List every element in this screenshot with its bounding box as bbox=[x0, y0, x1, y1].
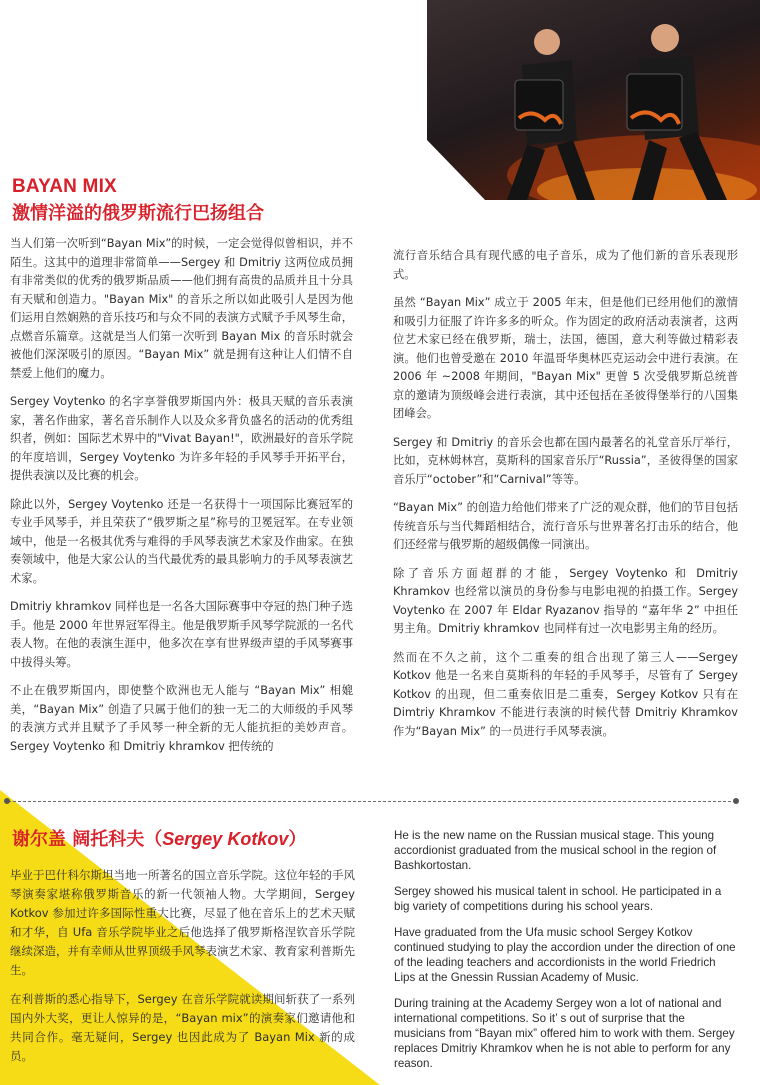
article-paragraph: Sergey Voytenko 的名字享誉俄罗斯国内外：极具天赋的音乐表演家，著名作曲家，著名音乐制作人以及众多背负盛名的活动的优秀组织者，例如：国际艺术界中的"Vivat Bayan!"，欧洲最好的音乐学院的年度培训，Sergey Voytenko 为许多年轻的手风琴手开拓平台，提供表演以及比赛的机会。 bbox=[10, 395, 353, 482]
profile-en-paragraph: Have graduated from the Ufa music school Sergey Kotkov continued studying to play the accordion under the direction of one of the leading teachers and accordionists in the world Friedrich Lips at the Gnessin Russian Academy of Music. bbox=[394, 926, 736, 984]
article-paragraph: Dmitriy khramkov 同样也是一名各大国际赛事中夺冠的热门种子选手。他是 2000 年世界冠军得主。他是俄罗斯手风琴学院派的一名代表人物。在他的表演生涯中，他多次在享有世界级声望的手风琴赛事中拔得头筹。 bbox=[10, 600, 353, 669]
profile-en-paragraph: He is the new name on the Russian musical stage. This young accordionist graduated from the musical school in the region of Bashkortostan. bbox=[394, 829, 717, 872]
article-paragraph: 流行音乐结合具有现代感的电子音乐，成为了他们新的音乐表现形式。 bbox=[393, 249, 738, 281]
article-paragraph: 当人们第一次听到“Bayan Mix”的时候，一定会觉得似曾相识，并不陌生。这其中的道理非常简单——Sergey 和 Dmitriy 这两位成员拥有非常类似的优秀的俄罗斯品质——他们拥有高贵的品质并且十分具有天赋和创造力。"Bayan Mix" 的音乐之所以如此吸引人是因为他们运用自然娴熟的音乐技巧和与众不同的表演方式赋予手风琴生命，点燃音乐篇章。这就是当人们第一次听到 Bayan Mix 的音乐时就会被他们深深吸引的原因。“Bayan Mix” 就是拥有这种让人们情不自禁爱上他们的魔力。 bbox=[10, 237, 353, 380]
section-divider bbox=[8, 801, 736, 802]
profile-title-en: Sergey Kotkov bbox=[162, 829, 289, 849]
article-title-en: BAYAN MIX bbox=[12, 176, 117, 197]
article-paragraph: “Bayan Mix” 的创造力给他们带来了广泛的观众群，他们的节目包括传统音乐与当代舞蹈相结合，流行音乐与世界著名打击乐的结合，他们还经常与俄罗斯的超级偶像一同演出。 bbox=[393, 501, 738, 551]
article-title-cn: 激情洋溢的俄罗斯流行巴扬组合 bbox=[12, 203, 264, 224]
profile-title-close: ） bbox=[288, 829, 307, 850]
article-left-column bbox=[10, 235, 353, 766]
profile-en-paragraph: During training at the Academy Sergey won a lot of national and international competitions. So it’ s out of surprise that the musicians from “Bayan mix” offered him to work with them. Sergey replaces Dmitriy Khramkov when he is not able to perform for any reason. bbox=[394, 997, 735, 1070]
article-paragraph: Sergey 和 Dmitriy 的音乐会也都在国内最著名的礼堂音乐厅举行，比如，克林姆林宫，莫斯科的国家音乐厅“Russia”，圣彼得堡的国家音乐厅“october”和“Carnival”等等。 bbox=[393, 435, 738, 486]
article-paragraph: 除此以外，Sergey Voytenko 还是一名获得十一项国际比赛冠军的专业手风琴手，并且荣获了“俄罗斯之星”称号的卫冕冠军。在专业领域中，他是一名极其优秀与难得的手风琴表演艺术家及作曲家。在独奏领域中，他是大家公认的当代最优秀的最具影响力的手风琴表演艺术家。 bbox=[10, 497, 353, 585]
article-paragraph: 除了音乐方面超群的才能，Sergey Voytenko 和 Dmitriy Khramkov 也经常以演员的身份参与电影电视的拍摄工作。Sergey Voytenko 在 2007 年 Eldar Ryazanov 指导的 “嘉年华 2” 中担任男主角。Dmitriy khramkov 也同样有过一次电影男主角的经历。 bbox=[393, 566, 738, 635]
profile-en-column bbox=[394, 828, 738, 1082]
accordion-duo-photo-icon bbox=[427, 0, 760, 200]
article-right-column bbox=[393, 247, 738, 751]
profile-title bbox=[12, 825, 306, 851]
header-photo bbox=[427, 0, 760, 200]
profile-en-paragraph: Sergey showed his musical talent in school. He participated in a big variety of competitions during his school years. bbox=[394, 885, 722, 913]
divider-dot-left bbox=[4, 798, 10, 804]
article-paragraph: 虽然 “Bayan Mix” 成立于 2005 年末，但是他们已经用他们的激情和吸引力征服了许许多多的听众。作为固定的政府活动表演者，这两位艺术家已经在俄罗斯，瑞士，法国，德国，意大利等做过精彩表演。他们也曾受邀在 2010 年温哥华奥林匹克运动会中进行表演。在 2006 年 ~2008 年期间，"Bayan Mix" 更曾 5 次受俄罗斯总统普京的邀请为顶级峰会进行表演，其中还包括在圣彼得堡举行的八国集团峰会。 bbox=[393, 296, 738, 420]
profile-title-cn: 谢尔盖 阔托科夫（ bbox=[12, 829, 163, 850]
divider-dot-right bbox=[733, 798, 739, 804]
profile-cn-paragraph: 毕业于巴什科尔斯坦当地一所著名的国立音乐学院。这位年轻的手风琴演奏家堪称俄罗斯音乐的新一代领袖人物。大学期间，Sergey Kotkov 参加过许多国际性重大比赛，尽显了他在音乐上的艺术天赋和才华，自 Ufa 音乐学院毕业之后他选择了俄罗斯格涅钦音乐学院继续深造，并有幸师从世界顶级手风琴表演艺术家、教育家利普斯先生。 bbox=[10, 868, 355, 977]
profile-cn-paragraph: 在利普斯的悉心指导下，Sergey 在音乐学院就读期间斩获了一系列国内外大奖，更让人惊异的是，“Bayan mix”的演奏家们邀请他和共同合作。毫无疑问，Sergey 也因此成为了 Bayan Mix 新的成员。 bbox=[10, 992, 355, 1063]
article-paragraph: 不止在俄罗斯国内，即使整个欧洲也无人能与 “Bayan Mix” 相媲美，“Bayan Mix” 创造了只属于他们的独一无二的大师级的手风琴的表演方式并且赋予了手风琴一种全新的无人能抗拒的美妙声音。Sergey Voytenko 和 Dmitriy khramkov 把传统的 bbox=[10, 684, 353, 753]
profile-cn-column bbox=[10, 866, 355, 1076]
article-paragraph: 然而在不久之前，这个二重奏的组合出现了第三人——Sergey Kotkov 他是一名来自莫斯科的年轻的手风琴手，尽管有了 Sergey Kotkov 的出现，但二重奏依旧是二重奏，Sergey Kotkov 只有在 Dimtriy Khramkov 不能进行表演的时候代替 Dmitriy Khramkov 作为“Bayan Mix” 的一员进行手风琴表演。 bbox=[393, 650, 738, 738]
